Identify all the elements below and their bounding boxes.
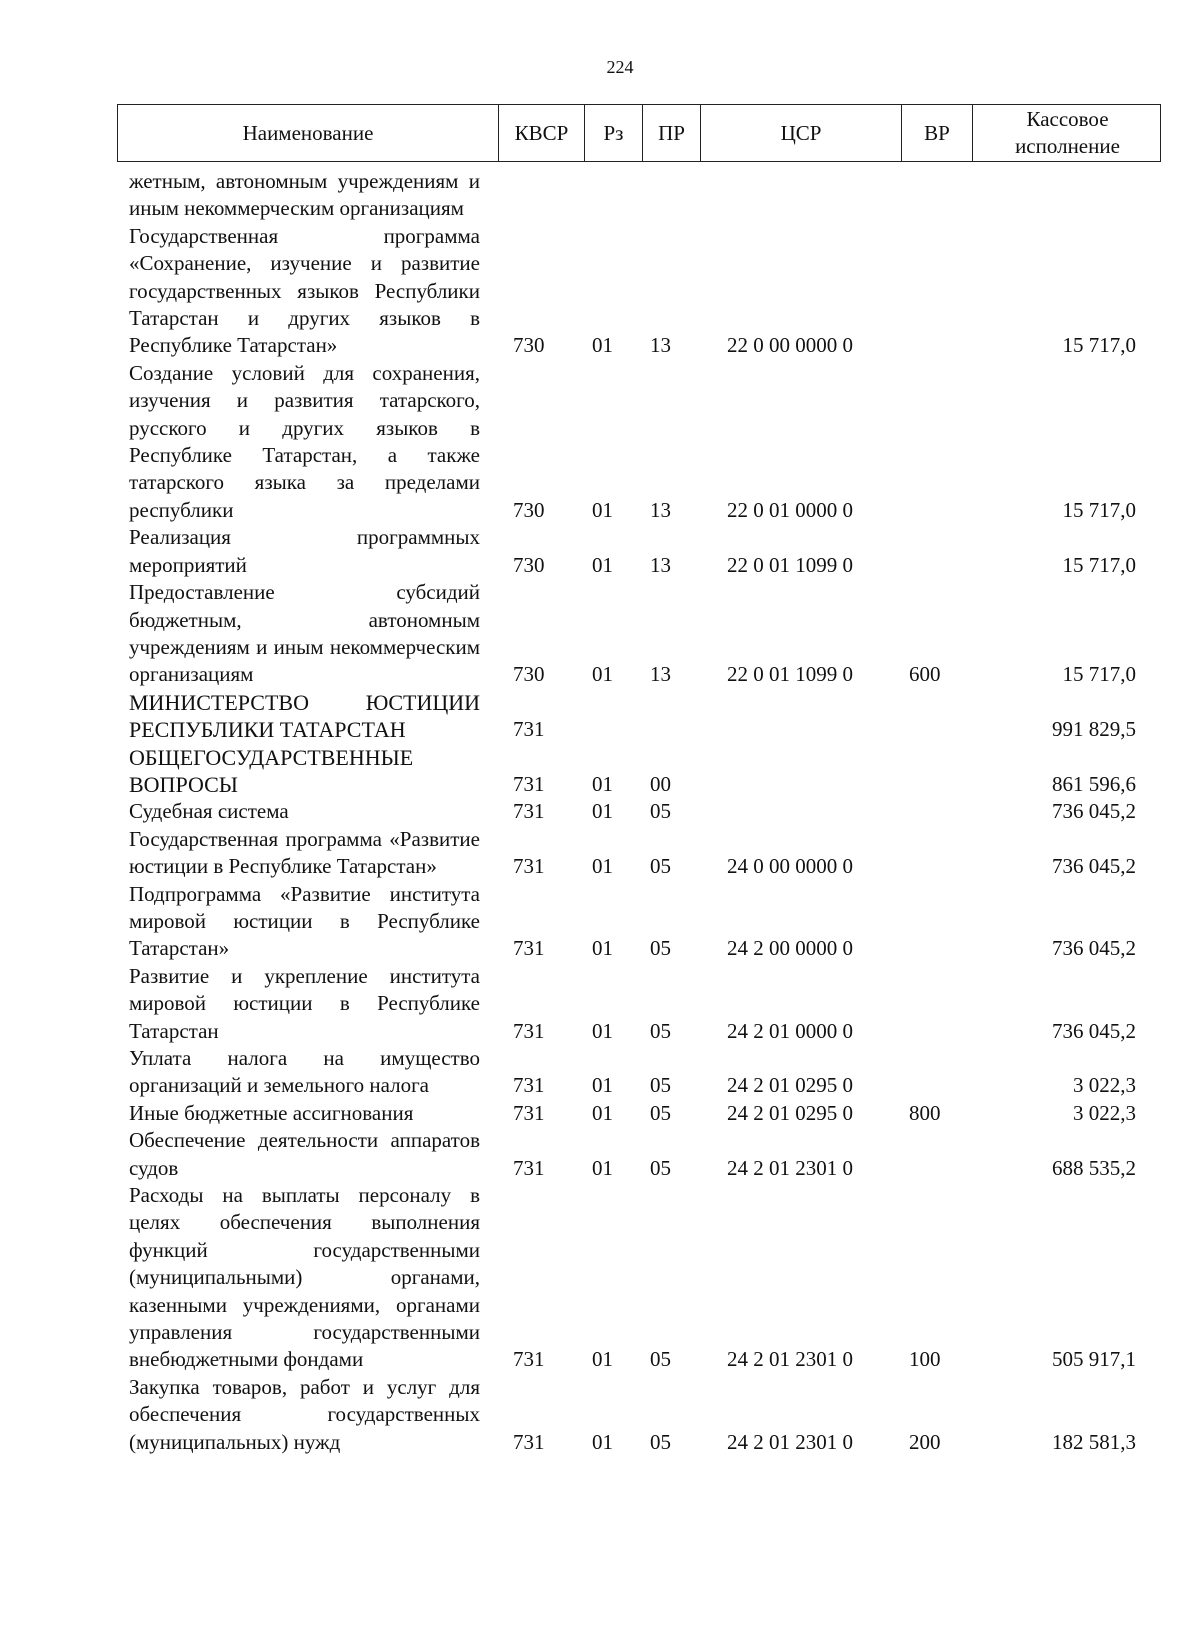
table-row: [117, 1374, 1161, 1456]
table-row: [117, 689, 1161, 744]
row-amount: 736 045,2: [1052, 1018, 1136, 1043]
row-kvsr: 731: [513, 1073, 545, 1098]
row-pr: 05: [650, 1073, 671, 1098]
row-amount: 688 535,2: [1052, 1155, 1136, 1180]
row-kvsr: 731: [513, 1018, 545, 1043]
row-kvsr: 731: [513, 771, 545, 796]
row-rz: 01: [592, 1347, 613, 1372]
row-kvsr: 731: [513, 936, 545, 961]
row-pr: 13: [650, 662, 671, 687]
row-pr: 13: [650, 552, 671, 577]
row-csr: 24 2 01 0295 0: [727, 1073, 853, 1098]
row-vr: 800: [909, 1100, 941, 1125]
row-csr: 24 2 01 0000 0: [727, 1018, 853, 1043]
table-row: [117, 1100, 1161, 1127]
row-kvsr: 730: [513, 662, 545, 687]
row-csr: 24 2 01 2301 0: [727, 1155, 853, 1180]
row-amount: 3 022,3: [1073, 1100, 1136, 1125]
row-pr: 05: [650, 799, 671, 824]
row-name: Иные бюджетные ассигнования: [129, 1100, 414, 1125]
row-csr: 24 0 00 0000 0: [727, 854, 853, 879]
row-kvsr: 731: [513, 854, 545, 879]
row-amount: 736 045,2: [1052, 936, 1136, 961]
row-rz: 01: [592, 936, 613, 961]
row-rz: 01: [592, 662, 613, 687]
row-kvsr: 730: [513, 333, 545, 358]
row-amount: 991 829,5: [1052, 717, 1136, 742]
row-name: Государственная программа «Развитие юстиции в Республике Татарстан»: [129, 826, 480, 879]
row-rz: 01: [592, 1429, 613, 1454]
table-row: [117, 1182, 1161, 1374]
row-kvsr: 731: [513, 799, 545, 824]
row-name: Обеспечение деятельности аппаратов судов: [129, 1128, 480, 1180]
table-row: [117, 963, 1161, 1045]
row-amount: 182 581,3: [1052, 1429, 1136, 1454]
row-amount: 3 022,3: [1073, 1073, 1136, 1098]
row-pr: 05: [650, 1347, 671, 1372]
row-csr: 24 2 01 2301 0: [727, 1347, 853, 1372]
row-kvsr: 731: [513, 717, 545, 742]
row-rz: 01: [592, 1155, 613, 1180]
table-row: [117, 1127, 1161, 1182]
table-row: [117, 826, 1161, 881]
table-row: [117, 798, 1161, 825]
row-name: Закупка товаров, работ и услуг для обеспечения государственных (муниципальных) нужд: [129, 1374, 480, 1454]
table-header: [117, 104, 1161, 162]
row-name: Создание условий для сохранения, изучения и развития татарского, русского и других языков в Республике Татарстан, а также татарского языка за пределами республики: [129, 360, 480, 522]
header-vr: ВР: [901, 105, 972, 161]
table-row: [117, 1045, 1161, 1100]
row-name: Развитие и укрепление института мировой юстиции в Республике Татарстан: [129, 963, 480, 1043]
header-name: Наименование: [242, 120, 374, 145]
row-pr: 05: [650, 936, 671, 961]
row-vr: 100: [909, 1347, 941, 1372]
row-name: Реализация программных мероприятий: [129, 525, 480, 577]
header-amount: Кассовое исполнение: [972, 105, 1162, 161]
row-name: ОБЩЕГОСУДАРСТВЕННЫЕ ВОПРОСЫ: [129, 744, 414, 797]
row-name: жетным, автономным учреждениям и иным некоммерческим организациям: [129, 169, 480, 221]
row-amount: 861 596,6: [1052, 771, 1136, 796]
row-csr: 24 2 01 0295 0: [727, 1100, 853, 1125]
header-pr: ПР: [642, 105, 700, 161]
row-pr: 05: [650, 1018, 671, 1043]
table-row: [117, 223, 1161, 360]
row-vr: 600: [909, 662, 941, 687]
row-pr: 13: [650, 333, 671, 358]
header-rz: Рз: [584, 105, 642, 161]
row-amount: 505 917,1: [1052, 1347, 1136, 1372]
table-row: [117, 579, 1161, 689]
row-amount: 15 717,0: [1062, 333, 1136, 358]
row-rz: 01: [592, 333, 613, 358]
row-rz: 01: [592, 497, 613, 522]
row-csr: 22 0 01 1099 0: [727, 552, 853, 577]
row-amount: 15 717,0: [1062, 662, 1136, 687]
row-pr: 05: [650, 1100, 671, 1125]
row-pr: 05: [650, 1155, 671, 1180]
row-rz: 01: [592, 854, 613, 879]
row-vr: 200: [909, 1429, 941, 1454]
row-kvsr: 730: [513, 497, 545, 522]
row-pr: 13: [650, 497, 671, 522]
row-csr: 22 0 01 0000 0: [727, 497, 853, 522]
row-amount: 15 717,0: [1062, 497, 1136, 522]
row-csr: 22 0 01 1099 0: [727, 662, 853, 687]
row-kvsr: 731: [513, 1347, 545, 1372]
table-row: [117, 168, 1161, 223]
row-pr: 05: [650, 854, 671, 879]
table-row: [117, 744, 1161, 799]
table-row: [117, 881, 1161, 963]
row-amount: 736 045,2: [1052, 854, 1136, 879]
row-kvsr: 731: [513, 1429, 545, 1454]
row-amount: 15 717,0: [1062, 552, 1136, 577]
row-csr: 22 0 00 0000 0: [727, 333, 853, 358]
row-name: Расходы на выплаты персоналу в целях обеспечения выполнения функций государственными (муниципальными) органами, казенными учреждениями, органами управления государственными внебюджетными фондами: [129, 1183, 480, 1372]
row-rz: 01: [592, 799, 613, 824]
row-name: Предоставление субсидий бюджетным, автономным учреждениям и иным некоммерческим организациям: [129, 580, 480, 687]
row-kvsr: 731: [513, 1100, 545, 1125]
row-rz: 01: [592, 771, 613, 796]
row-name: Судебная система: [129, 799, 289, 824]
row-pr: 00: [650, 771, 671, 796]
row-name: Государственная программа «Сохранение, изучение и развитие государственных языков Республики Татарстан и других языков в Республике Татарстан»: [129, 223, 480, 358]
table-row: [117, 524, 1161, 579]
row-kvsr: 730: [513, 552, 545, 577]
row-kvsr: 731: [513, 1155, 545, 1180]
row-amount: 736 045,2: [1052, 799, 1136, 824]
row-csr: 24 2 00 0000 0: [727, 936, 853, 961]
row-name: Подпрограмма «Развитие института мировой юстиции в Республике Татарстан»: [129, 881, 480, 961]
row-pr: 05: [650, 1429, 671, 1454]
row-rz: 01: [592, 552, 613, 577]
header-kvsr: КВСР: [498, 105, 584, 161]
row-rz: 01: [592, 1073, 613, 1098]
row-csr: 24 2 01 2301 0: [727, 1429, 853, 1454]
row-name: МИНИСТЕРСТВО ЮСТИЦИИ РЕСПУБЛИКИ ТАТАРСТАН: [129, 689, 480, 743]
table-row: [117, 360, 1161, 524]
page-number: 224: [606, 57, 634, 77]
row-name: Уплата налога на имущество организаций и земельного налога: [129, 1046, 480, 1098]
row-rz: 01: [592, 1100, 613, 1125]
table-body: [117, 168, 1161, 1456]
header-csr: ЦСР: [700, 105, 901, 161]
row-rz: 01: [592, 1018, 613, 1043]
